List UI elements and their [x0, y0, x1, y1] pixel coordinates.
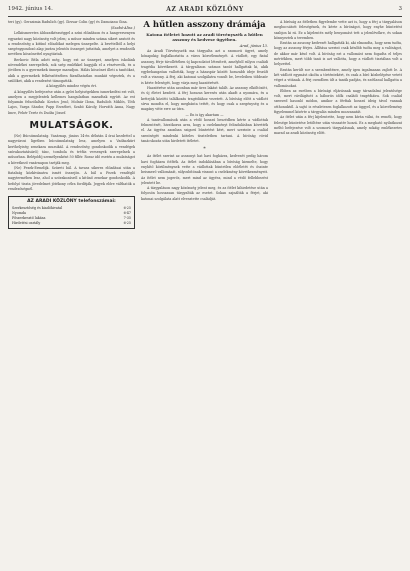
- col3-body-4: Ebben az esetben a bírósági eljárásnak nagy társadalmi jelentősége volt, mert rávilágított a háborús idők családi tragédiáira. Sok család szenved hasonló módon, amikor a férfiak hosszú ideig távol vannak otthonuktól. A sajtó is részletesen foglalkozott az üggyel, és a közvélemény figyelemmel kísérte a tárgyalás minden mozzanatát.: [274, 88, 402, 115]
- column-3: [274, 20, 402, 137]
- col1-note: A közgyűlés mindez végén ért.: [45, 84, 98, 89]
- phone-ad-title: AZ ARADI KÖZLÖNY telefonszámai:: [27, 199, 116, 205]
- col2-body-2: Hazatérése után azonban már üres lakást talált. Az asszony elköltözött, és új életet kezdett. A férj hosszas keresés után akadt a nyomára, és a kettejük közötti találkozás tragédiához vezetett. A bíróság előtt a vádlott sírva mondta el, hogy megbánta tettét, és hogy csak a szegénység és a magány vitte erre az útra.: [141, 86, 268, 112]
- col3-body-3: Ezután került sor a szembesítésre, amely igen izgalmasan zajlott le. A két vádlott egymást okolta a történtekért, és csak a bíró közbelépése vetett véget a vitának. A férj csendben ült a tanúk padján, és szótlanul hallgatta a vallomásokat.: [274, 67, 402, 88]
- col3-body-1: A bíróság az ítéletben figyelembe vette azt is, hogy a férj a tárgyaláson megbocsátott feleségének, és kérte a bíróságot, hogy enyhe büntetést szabjon ki rá. Ez a kijelentés mély benyomást tett a jelenlévőkre, és sokan könnyeztek a teremben.: [274, 20, 402, 40]
- column-1: [8, 20, 135, 229]
- col2-body-5: A tárgyaláson nagy közönség jelent meg, és az ítélet kihirdetése után a folyosón hosszasan tárgyalták az esetet. Sokan sajnálták a férjet, aki katonai szolgálata alatt elvesztette családját.: [141, 186, 268, 201]
- header-rule: [8, 16, 402, 17]
- mulatsagok-heading: MULATSÁGOK.: [29, 120, 114, 132]
- section-star: *: [203, 146, 206, 153]
- col1-body-3: A közgyűlés befejezése után a győri helyiségekben ismerkedési est volt, amelyen a megjelentek kellemes hangulatban maradtak együtt. Az est folyamán felszólaltak: Kovács Jenő, Molnár Ilona, Radulich Miklós, Tóth Lajos, Varga Sándor, Papp Erzsébet, Szabó Károly, Horváth Anna, Nagy Imre, Fehér Teréz és Dudás József.: [8, 89, 135, 115]
- phone-ad-row: Nyomda 6-47: [12, 211, 131, 216]
- col2-body-1: Az Aradi Törvényszék ma tárgyalta azt a szomorú ügyet, amely hónapokig foglalkoztatta a város közvéleményét. A vádlott, egy fiatal asszony, férje távollétében új kapcsolatot létesített, amelyből súlyos családi tragédia következett. A tárgyaláson számos tanút hallgattak ki, akik egybehangzóan vallották, hogy a házaspár között hosszabb ideje feszült volt a viszony. A férj, aki katonai szolgálatra vonult be, leveleiben többször is kérte feleségét, hogy várja meg hazatérését.: [141, 49, 268, 85]
- col3-body-2: Ezután az asszony kedvesét hallgatták ki, aki elmondta, hogy nem tudta, hogy az asszony férjes. Állítása szerint csak később tudta meg a valóságot, de akkor már késő volt. A bíróság ezt a vallomást nem fogadta el teljes mértékben, mert több tanú is azt vallotta, hogy a vádlott tisztában volt a helyzettel.: [274, 41, 402, 67]
- article-subheadline: Katona ítéletet hozott az aradi törvényszék a hűtlen asszony és kedvese ügyében.: [146, 32, 263, 42]
- phone-numbers-ad: [8, 196, 135, 229]
- masthead: [8, 6, 402, 15]
- issue-date: 1942. június 14.: [8, 6, 53, 12]
- col1-body-2: Berkovic Béla adott még, hogy ezt az ünnepet, amelyen iskolánk növendékei szerepeltek, sok szép emlékkel hagyják el a résztvevők, és a jövőben is a gyermekek ünnepe maradjon. Hálás köszönet illeti a tanítókat, akik a gyermekek felkészítésében fáradhatatlan munkát végeztek, és a szülőket, akik a rendezést támogatták.: [8, 57, 135, 83]
- col1-signature: (Szabó-Alisz.): [110, 26, 135, 31]
- col1-body-1: Lelkiismeretes áldozatkészséggel a színi előadáson és a hangversenyen egyaránt nagy közönség volt jelen; a műsor minden száma sikert aratott és a rendezőség a kitűnő előadókat melegen ünnepelte. A bevételből a helyi szegénygondozó alap javára jelentős összeget juttattak, amelyet a rendezők nevében köszönettel nyugtáztak.: [8, 31, 135, 57]
- page-number: 3: [398, 6, 402, 12]
- phone-ad-row: Hirdetési osztály 6-25: [12, 221, 131, 226]
- paper-name: AZ ARADI KÖZLÖNY: [166, 6, 244, 13]
- column-2: [141, 20, 268, 202]
- col1-body-5: (Ne) Fezek-Ermelijk. Szüreti bál. A tavasz sikeres előadásai után a fiatalság közkívánatra ismét összejön. A bál a Fezek vendéglő nagytermében lesz, ahol a szórakozásról a kitűnő zenekar gondoskodik. A befolyó tiszta jövedelmet jótékony célra fordítják. Jegyek előre válthatók a rendezőségnél.: [8, 165, 135, 192]
- col3-body-5: Az ítélet után a férj kijelentette, hogy nem kíván válni, és reméli, hogy felesége büntetése letöltése után visszatér hozzá. Ez a megható nyilatkozat méltó befejezése volt a szomorú tárgyalásnak, amely sokáig emlékezetes marad az aradi közönség előtt.: [274, 115, 402, 136]
- article-headline: A hűtlen asszony drámája: [143, 20, 266, 30]
- col2-body-3: A tanúvallomások után a védő hosszú beszédben kérte a vádlottak felmentését, hivatkozva arra, hogy a cselekményt felindulásban követték el. Az ügyész azonban szigorú büntetést kért, mert szerinte a család szentségét mindenki köteles tiszteletben tartani. A bíróság rövid tanácskozás után hirdetett ítéletet.: [141, 117, 268, 144]
- phone-ad-row: Főszerkesztő lakása 7-35: [12, 216, 131, 221]
- col1-body-4: (Ne) Búcsúmulatság. Vasárnap, június 14-én délután 4 órai kezdettel a nagyvárosi ligetben búcsúmulatság lesz, amelyen a Vadászkürt kerthelyiség zenekara muzsikál. A rendezőség gondoskodik a vendégek szórakoztatásáról; tánc, tombola és tréfás versenyek szerepelnek a műsorban. Belépődíj személyenként 50 fillér. Rossz idő esetén a mulatságot a következő vasárnapon tartják meg.: [8, 134, 135, 165]
- col1-intro: teri (gy). Gerasimia Radulich (gy). Ilovsar Colin (gy) és Damoianu Gina.: [8, 20, 128, 24]
- phone-ad-row: Szerkesztőség és kiadóhivatal 6-25: [12, 206, 131, 211]
- col2-quote: — Én is így akartam —: [185, 112, 224, 117]
- col2-body-4: Az ítélet szerint az asszonyt hat havi fogházra, kedvesét pedig három havi fogházra ítélték. Az ítélet indoklásában a bíróság kiemelte, hogy enyhítő körülménynek vette a vádlottak büntetlen előéletét és őszinte beismerő vallomását, súlyosbítónak viszont a cselekmény következményeit. Az ítélet nem jogerős, mert mind az ügyész, mind a védő fellebbezést jelentett be.: [141, 154, 268, 185]
- article-dateline: Arad, június 13.: [239, 44, 268, 48]
